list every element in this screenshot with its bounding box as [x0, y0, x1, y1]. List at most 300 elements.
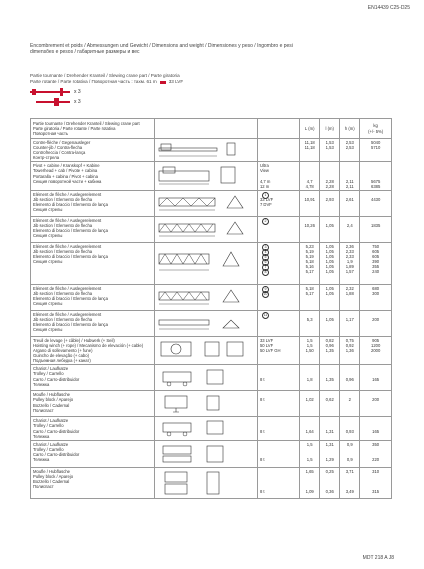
value: 2,33	[345, 254, 354, 260]
description-line: Moufle / Hubflasche	[33, 468, 71, 474]
value: 6385	[370, 183, 381, 189]
row-weight	[360, 162, 392, 190]
value: 2	[348, 397, 351, 403]
row-weight	[360, 336, 392, 364]
value: 0,62	[325, 397, 334, 403]
value: 1,53	[325, 145, 334, 151]
row-weight	[360, 190, 392, 216]
row-length	[300, 417, 320, 440]
header-weight-tolerance: (+/- 5%)	[368, 128, 384, 134]
description-line: Chariot / Laufkatze	[33, 366, 69, 372]
row-variant	[257, 467, 299, 498]
row-description	[31, 190, 155, 216]
row-description	[31, 417, 155, 440]
description-line: Carro / Carro-distribuidor	[33, 451, 80, 457]
description-line: Секция стрелы	[33, 301, 63, 307]
variant-label: 8 t	[259, 456, 265, 462]
description-line: Elemento di braccio / Elemento de lança	[33, 296, 108, 302]
legend-row	[30, 98, 81, 106]
counter-jib-drawing	[157, 140, 253, 160]
row-variant	[257, 242, 299, 284]
section-number-badge: 7	[262, 264, 269, 271]
value: 0,25	[325, 468, 334, 474]
variant-label: 33 LVF	[259, 196, 274, 202]
variant-label: View	[259, 168, 269, 174]
table-row	[31, 139, 392, 162]
value	[322, 202, 337, 207]
value: 0,93	[345, 428, 354, 434]
value: 5675	[370, 178, 381, 184]
value: 1,8	[306, 376, 313, 382]
row-weight	[360, 417, 392, 440]
slewing-part-line: Partie tournante / Drehender Kranteil / Slewing crane part / Parte giratoria	[30, 73, 180, 78]
row-variant	[257, 365, 299, 391]
value: 0,36	[325, 489, 334, 495]
description-line: Полиспаст	[33, 483, 54, 489]
value: 300	[372, 290, 380, 296]
value: 5,19	[305, 254, 314, 260]
value: 11,18	[304, 140, 315, 145]
value: 1200	[370, 342, 381, 348]
description-line: Elément de flèche / Auslegerelement	[33, 217, 102, 223]
header-weight	[360, 119, 392, 139]
row-figure	[154, 440, 257, 467]
value: 1,57	[345, 269, 354, 275]
value: 905	[372, 337, 380, 343]
trolley-drawing	[157, 366, 253, 388]
row-width	[320, 284, 340, 310]
description-line: Elément de flèche / Auslegerelement	[33, 285, 102, 291]
value: 1,53	[325, 140, 334, 145]
value: 2,93	[325, 196, 334, 202]
row-description	[31, 440, 155, 467]
value	[362, 202, 389, 207]
value: 3,71	[345, 468, 354, 474]
description-line: Полиспаст	[33, 407, 54, 413]
description-line: Elément de flèche / Auslegerelement	[33, 191, 102, 197]
description-line: Контр-стрела	[33, 155, 60, 161]
jib-tip-drawing	[157, 312, 253, 334]
section-number-badge: 8	[262, 269, 269, 276]
value: 1835	[370, 222, 381, 228]
table-row	[31, 417, 392, 440]
description-line: Подъемная лебедка (+ канат)	[33, 358, 91, 364]
value: 1,5	[306, 441, 313, 447]
value: 0,96	[325, 342, 334, 348]
row-width	[320, 440, 340, 467]
description-line: Jib section / Elemento de flecha	[33, 248, 93, 254]
trolley-drawing	[157, 418, 253, 438]
value: 5,17	[305, 269, 314, 275]
variant-label: Ultra	[259, 163, 269, 169]
row-variant	[257, 336, 299, 364]
value: 2,36	[345, 243, 354, 249]
value: 2,28	[325, 183, 334, 189]
legend-count: x 3	[74, 99, 81, 105]
description-line: Тележка	[33, 433, 50, 439]
row-height	[340, 310, 360, 336]
value: 240	[372, 269, 380, 275]
header-length: L (m)	[300, 119, 320, 139]
pulley-block-drawing	[157, 392, 253, 414]
description-line: Jib section / Elemento de flecha	[33, 290, 93, 296]
description-line: Trolley / Carrello	[33, 446, 64, 452]
row-variant	[257, 391, 299, 417]
row-figure	[154, 467, 257, 498]
row-variant	[257, 310, 299, 336]
variant-label: 4,7 m	[259, 178, 271, 184]
value: 605	[372, 254, 380, 260]
header-height: h (m)	[340, 119, 360, 139]
value: 1,05	[325, 259, 334, 265]
row-variant	[257, 190, 299, 216]
value: 750	[372, 243, 380, 249]
table-row	[31, 310, 392, 336]
table-row	[31, 216, 392, 242]
description-line: Elemento di braccio / Elemento de lança	[33, 322, 108, 328]
value: 1,35	[325, 348, 334, 354]
variant-label: 8 t	[259, 428, 265, 434]
value: 1,09	[305, 489, 314, 495]
value: 2,61	[345, 196, 354, 202]
row-description	[31, 242, 155, 284]
value: 2,33	[345, 248, 354, 254]
crane-outline-icon	[30, 98, 70, 106]
variant-label: 33 LVF	[259, 337, 274, 343]
row-figure	[154, 242, 257, 284]
value: 4430	[370, 196, 381, 202]
variant-label: 7 DVF	[259, 202, 272, 208]
jib-section-drawing	[157, 218, 253, 240]
row-length	[300, 365, 320, 391]
table-row	[31, 467, 392, 498]
row-height	[340, 467, 360, 498]
row-length	[300, 310, 320, 336]
row-description	[31, 139, 155, 162]
value: 10,91	[304, 196, 315, 202]
row-weight	[360, 139, 392, 162]
row-width	[320, 310, 340, 336]
row-variant	[257, 440, 299, 467]
description-line: Counter-jib / Contra-flecha	[33, 145, 83, 151]
value: 0,9	[346, 456, 353, 462]
value: 5040	[370, 140, 381, 145]
description-line: Towerhead + cab / Pivote + cabina	[33, 168, 98, 174]
header-desc-line: Partie tournante / Drehender Kranteil / Slewing crane part	[33, 120, 140, 126]
table-row	[31, 242, 392, 284]
value: 1,31	[325, 441, 334, 447]
section-number-badge: 10	[263, 291, 268, 296]
description-line: Bozzello / Cadernal	[33, 402, 70, 408]
row-description	[31, 216, 155, 242]
value: 1,05	[325, 254, 334, 260]
value: 11,18	[304, 145, 315, 151]
value: 1,05	[325, 222, 334, 228]
value	[342, 202, 357, 207]
header-width: l (m)	[320, 119, 340, 139]
row-figure	[154, 216, 257, 242]
description-line: Contre-flèche / Gegenausleger	[33, 140, 91, 145]
table-row	[31, 365, 392, 391]
row-height	[340, 284, 360, 310]
row-figure	[154, 391, 257, 417]
table-row	[31, 336, 392, 364]
row-height	[340, 336, 360, 364]
document-code: EN14439 C25-D25	[367, 5, 410, 11]
pulley-block-drawing	[157, 469, 253, 497]
value: 2,32	[345, 285, 354, 291]
value: 1,05	[325, 264, 334, 270]
row-figure	[154, 310, 257, 336]
jib-section-drawing	[157, 286, 253, 308]
row-weight	[360, 310, 392, 336]
row-weight	[360, 284, 392, 310]
value: 1,64	[305, 428, 314, 434]
section-number-badge: 6	[262, 259, 269, 266]
table-row	[31, 284, 392, 310]
value: 200	[372, 397, 380, 403]
description-line: Pulley block / Aparejo	[33, 397, 74, 403]
value: 1,35	[325, 376, 334, 382]
value: 1,05	[325, 316, 334, 322]
value: 1,02	[305, 397, 314, 403]
description-line: Тележка	[33, 456, 50, 462]
section-number-badge: 5	[262, 254, 269, 261]
value: 0,96	[345, 376, 354, 382]
value: 1,17	[345, 316, 354, 322]
value: 315	[372, 489, 380, 495]
header-desc-line: Поворотная часть	[33, 131, 69, 137]
section-heading	[30, 43, 390, 56]
row-height	[340, 242, 360, 284]
table-row	[31, 391, 392, 417]
row-variant	[257, 216, 299, 242]
description-line: Jib section / Elemento de flecha	[33, 196, 93, 202]
row-height	[340, 391, 360, 417]
legend-row	[30, 88, 81, 96]
description-line: Pivot + cabine / Kranskopf + Kabine	[33, 163, 100, 169]
row-variant	[257, 162, 299, 190]
value: 2000	[370, 348, 381, 354]
variant-label: 50 LVF GH	[259, 348, 281, 354]
description-line: Controfreccia / Contra-lança	[33, 150, 86, 156]
row-width	[320, 336, 340, 364]
value: 1,50	[305, 348, 314, 354]
row-length	[300, 467, 320, 498]
value: 605	[372, 248, 380, 254]
value: 1,05	[325, 285, 334, 291]
description-line: Guincho de elevação (+ cabo)	[33, 353, 89, 359]
variant-label: 8 t	[259, 397, 265, 403]
row-width	[320, 139, 340, 162]
value: 1,05	[325, 248, 334, 254]
description-line: Elément de flèche / Auslegerelement	[33, 243, 102, 249]
legend-count: x 3	[74, 89, 81, 95]
table-row	[31, 162, 392, 190]
description-line: Jib section / Elemento de flecha	[33, 222, 93, 228]
row-description	[31, 336, 155, 364]
jib-outline-icon	[30, 88, 70, 96]
table-row	[31, 440, 392, 467]
header-desc-line: Parte giratoria / Parte rotante / Parte rotativa	[33, 125, 116, 131]
table-row	[31, 190, 392, 216]
value: 1,9	[346, 259, 353, 265]
description-line: Treuil de levage (+ câble) / Hubwerk (+ Seil)	[33, 337, 115, 343]
value: 2,11	[345, 183, 354, 189]
value: 5,16	[305, 264, 314, 270]
description-line: Carro / Carro-distribuidor	[33, 376, 80, 382]
description-line: Elemento di braccio / Elemento de lança	[33, 202, 108, 208]
section-heading-line: dimensões e pesos / габаритные размеры и вес	[30, 49, 140, 56]
description-line: Секция поворотной части + кабина	[33, 178, 102, 184]
description-line: Jib section / Elemento de flecha	[33, 316, 93, 322]
row-figure	[154, 284, 257, 310]
description-line: Секция стрелы	[33, 207, 63, 213]
row-length	[300, 284, 320, 310]
row-description	[31, 391, 155, 417]
description-line: Hoisting winch (+ rope) / Mecanismo de elevación (+ cable)	[33, 342, 144, 348]
row-height	[340, 190, 360, 216]
value: 1,05	[325, 290, 334, 296]
row-weight	[360, 365, 392, 391]
value: 1,88	[345, 290, 354, 296]
row-width	[320, 467, 340, 498]
row-height	[340, 365, 360, 391]
value: 310	[372, 468, 380, 474]
description-line: Trolley / Carrello	[33, 371, 64, 377]
value: 2,11	[345, 178, 354, 184]
value: 1,31	[325, 428, 334, 434]
variant-label: 12 m	[259, 183, 270, 189]
value	[302, 202, 317, 207]
description-line: Elément de flèche / Auslegerelement	[33, 311, 102, 317]
specification-table	[30, 118, 392, 499]
row-height	[340, 139, 360, 162]
slewing-part-line: Parte rotante / Parte rotativa / Поворотная часть : тахм. 61 m	[30, 79, 157, 84]
value: 10,26	[304, 222, 315, 228]
row-length	[300, 190, 320, 216]
value: 0,92	[345, 342, 354, 348]
section-number-badge: 4	[262, 249, 269, 256]
trolley-drawing	[157, 442, 253, 466]
row-variant	[257, 139, 299, 162]
jib-section-drawing	[157, 192, 253, 214]
value: 1,89	[345, 264, 354, 270]
row-width	[320, 162, 340, 190]
value: 2,28	[325, 178, 334, 184]
row-variant	[257, 284, 299, 310]
row-width	[320, 365, 340, 391]
section-heading-line: Encombrement et poids / Abmessungen und Gewicht / Dimensions and weight / Dimensiones y peso / Ingombro e pesi	[30, 43, 293, 49]
row-figure	[154, 336, 257, 364]
row-length	[300, 242, 320, 284]
header-variant	[257, 119, 299, 139]
description-line: Тележка	[33, 381, 50, 387]
description-line: Argano di sollevamento (+ fune)	[33, 348, 93, 354]
header-weight-unit: kg	[373, 123, 378, 129]
description-line: Pulley block / Aparejo	[33, 473, 74, 479]
value: 680	[372, 285, 380, 291]
row-figure	[154, 162, 257, 190]
row-height	[340, 440, 360, 467]
slewing-part-caption	[30, 73, 183, 85]
value: 1,05	[325, 269, 334, 275]
row-length	[300, 336, 320, 364]
row-length	[300, 139, 320, 162]
value: 2,53	[345, 145, 354, 151]
description-line: Elemento di braccio / Elemento de lança	[33, 254, 108, 260]
row-weight	[360, 242, 392, 284]
value: 3,49	[345, 489, 354, 495]
section-number-badge: 9	[262, 286, 269, 293]
variant-label: 8 t	[259, 489, 265, 495]
value: 4,78	[305, 183, 314, 189]
value: 5710	[370, 145, 381, 151]
value: 355	[372, 264, 380, 270]
row-length	[300, 216, 320, 242]
row-length	[300, 440, 320, 467]
value: 1,5	[306, 342, 313, 348]
value: 1,29	[325, 456, 334, 462]
jib-section-drawing	[157, 244, 253, 280]
slewing-part-line: 33 LVF	[168, 79, 184, 84]
value: 165	[372, 428, 380, 434]
description-line: Chariot / Laufkatze	[33, 418, 69, 424]
value: 1,36	[345, 348, 354, 354]
description-line: Portaralla + cabina / Pivot + cabina	[33, 173, 98, 179]
row-figure	[154, 190, 257, 216]
value: 1,5	[306, 337, 313, 343]
variant-label: 50 LVF	[259, 342, 274, 348]
value: 0,9	[346, 441, 353, 447]
row-width	[320, 391, 340, 417]
description-line: Bozzello / Cadernal	[33, 478, 70, 484]
section-number-badge: 2	[262, 218, 269, 225]
value: 165	[372, 376, 380, 382]
description-line: Carro / Carro-distribuidor	[33, 428, 80, 434]
value: 2,53	[345, 140, 354, 145]
description-line: Chariot / Laufkatze	[33, 441, 69, 447]
hoisting-winch-drawing	[157, 338, 253, 362]
value: 350	[372, 441, 380, 447]
value: 1,65	[305, 468, 314, 474]
row-figure	[154, 365, 257, 391]
row-width	[320, 417, 340, 440]
description-line: Секция стрелы	[33, 327, 63, 333]
row-weight	[360, 216, 392, 242]
row-description	[31, 365, 155, 391]
value: 1,5	[306, 456, 313, 462]
footer-code: MDT 218 A J8	[362, 555, 394, 561]
value: 5,18	[305, 259, 314, 265]
row-length	[300, 391, 320, 417]
description-line: Секция стрелы	[33, 233, 63, 239]
row-figure	[154, 139, 257, 162]
red-marker-icon	[160, 81, 166, 84]
value: 5,18	[305, 285, 314, 291]
row-figure	[154, 417, 257, 440]
header-figure	[154, 119, 257, 139]
row-width	[320, 216, 340, 242]
row-height	[340, 162, 360, 190]
header-description	[31, 119, 155, 139]
row-height	[340, 417, 360, 440]
description-line: Elemento di braccio / Elemento de lança	[33, 228, 108, 234]
section-number-badge: 11	[263, 312, 268, 317]
row-width	[320, 190, 340, 216]
value: 1,05	[325, 243, 334, 249]
row-description	[31, 284, 155, 310]
